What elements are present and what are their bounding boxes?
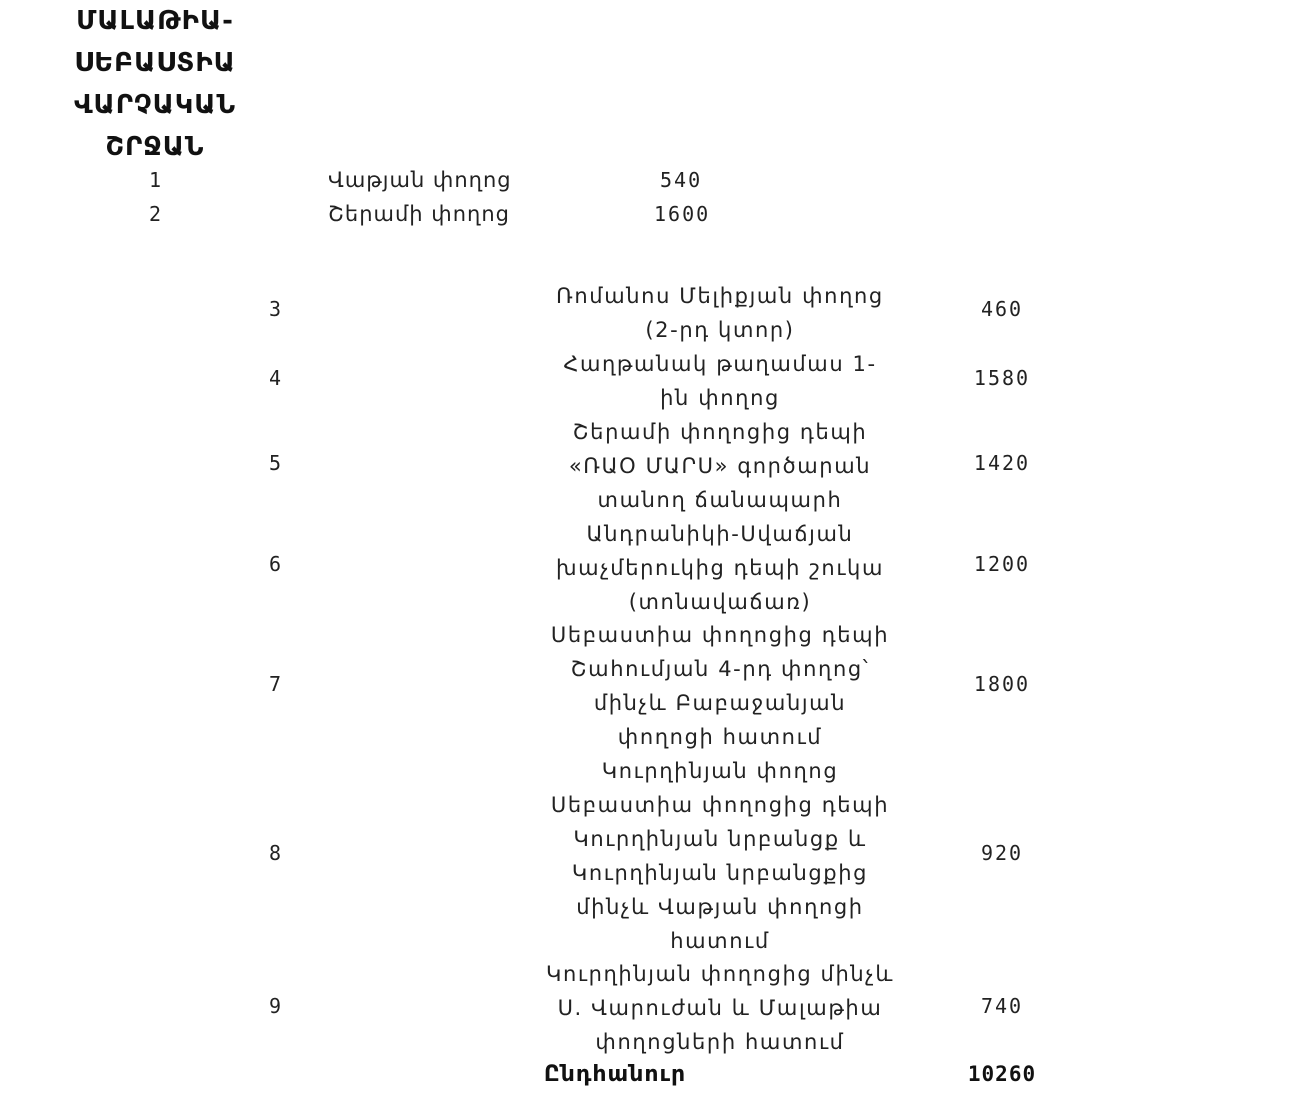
description-line: ին փողոց — [660, 386, 780, 410]
row-3-value: 460 — [980, 297, 1024, 321]
description-line: հատում — [670, 929, 770, 953]
row-6-value: 1200 — [973, 552, 1031, 576]
row-9-description — [490, 957, 950, 1059]
row-1-value: 540 — [660, 168, 703, 192]
description-line: մինչև Վաթյան փողոցի — [576, 895, 864, 919]
row-7-description — [490, 618, 950, 754]
row-2-street: Շերամի փողոց — [328, 202, 510, 226]
row-8-value: 920 — [980, 841, 1024, 865]
description-line: (2-րդ կտոր) — [645, 318, 795, 342]
description-line: Կուրղինյան նրբանցք և — [573, 827, 867, 851]
total-value: 10260 — [967, 1062, 1037, 1086]
description-line: տանող ճանապարհ — [597, 488, 843, 512]
row-2-value: 1600 — [654, 202, 711, 226]
description-line: Ռոմանոս Մելիքյան փողոց — [556, 284, 884, 308]
row-7-number: 7 — [268, 672, 282, 696]
description-line: խաչմերուկից դեպի շուկա — [555, 556, 885, 580]
description-line: Սեբաստիա փողոցից դեպի — [550, 623, 890, 647]
description-line: Շերամի փողոցից դեպի — [572, 420, 868, 444]
row-8-description — [490, 754, 950, 958]
description-line: փողոցների հատում — [595, 1030, 845, 1054]
row-5-value: 1420 — [973, 451, 1031, 475]
district-title-line: ՇՐՋԱՆ — [105, 132, 205, 162]
row-1-number: 1 — [148, 168, 162, 192]
description-line: Շահումյան 4-րդ փողոց՝ — [570, 657, 870, 681]
description-line: Անդրանիկի-Սվաճյան — [586, 522, 854, 546]
row-6-description — [490, 517, 950, 619]
row-9-number: 9 — [268, 994, 282, 1018]
row-4-description — [490, 347, 950, 415]
row-4-value: 1580 — [973, 366, 1031, 390]
row-3-number: 3 — [268, 297, 282, 321]
description-line: Կուրղինյան փողոց — [601, 759, 839, 783]
row-2-number: 2 — [148, 202, 162, 226]
row-1-street: Վաթյան փողոց — [328, 168, 512, 192]
description-line: Հաղթանակ թաղամաս 1- — [563, 352, 877, 376]
description-line: Ս. Վարուժան և Մալաթիա — [557, 996, 883, 1020]
description-line: «ՌԱՕ ՄԱՐՍ» գործարան — [568, 454, 872, 478]
row-6-number: 6 — [268, 552, 282, 576]
row-4-number: 4 — [268, 366, 282, 390]
district-title-line: ՍԵԲԱՍՏԻԱ — [74, 48, 236, 78]
row-7-value: 1800 — [973, 672, 1031, 696]
total-label: Ընդհանուր — [543, 1062, 687, 1087]
row-3-description — [490, 279, 950, 347]
row-8-number: 8 — [268, 841, 282, 865]
row-5-description — [490, 415, 950, 517]
description-line: Սեբաստիա փողոցից դեպի — [550, 793, 890, 817]
row-9-value: 740 — [980, 994, 1024, 1018]
description-line: մինչև Բաբաջանյան — [593, 691, 847, 715]
description-line: Կուրղինյան փողոցից մինչև — [545, 962, 895, 986]
description-line: (տոնավաճառ) — [628, 590, 812, 614]
description-line: Կուրղինյան նրբանցքից — [571, 861, 869, 885]
row-5-number: 5 — [268, 451, 282, 475]
district-title — [30, 0, 280, 168]
description-line: փողոցի հատում — [617, 725, 823, 749]
district-title-line: ՄԱԼԱԹԻԱ- — [76, 6, 234, 36]
district-title-line: ՎԱՐՉԱԿԱՆ — [73, 90, 237, 120]
